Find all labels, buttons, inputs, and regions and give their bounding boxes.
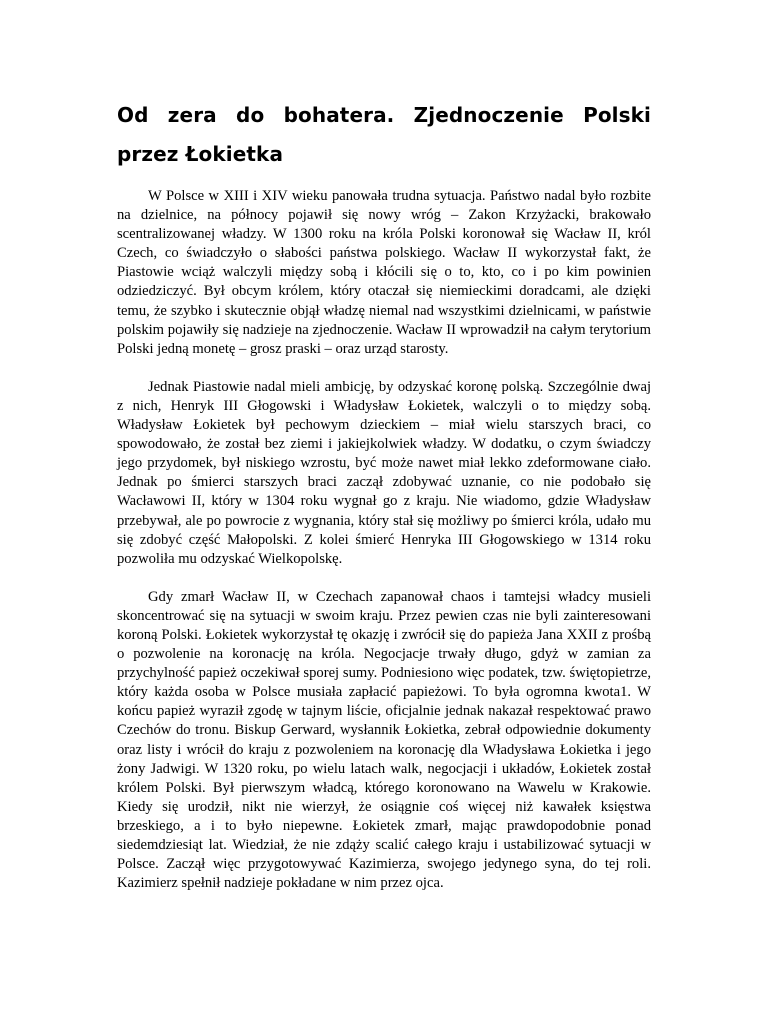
paragraph-1: W Polsce w XIII i XIV wieku panowała trudna sytuacja. Państwo nadal było rozbite na dzielnice, na północy pojawił się nowy wróg – Zakon Krzyżacki, brakowało scentralizowanej władzy. W 1300 roku na króla Polski koronował się Wacław II, król Czech, co świadczyło o słabości państwa polskiego. Wacław II wykorzystał fakt, że Piastowie wciąż walczyli między sobą i kłócili się o to, kto, co i po kim powinien odziedziczyć. Był obcym królem, który otaczał się niemieckimi doradcami, ale dzięki temu, że szybko i skutecznie objął władzę niemal nad wszystkimi dzielnicami, w państwie polskim pojawiły się nadzieje na zjednoczenie. Wacław II wprowadził na całym terytorium Polski jedną monetę – grosz praski – oraz urząd starosty. [117,188,651,357]
document-title: Od zera do bohatera. Zjednoczenie Polski przez Łokietka [117,103,651,166]
paragraph-2: Jednak Piastowie nadal mieli ambicję, by odzyskać koronę polską. Szczególnie dwaj z nich, Henryk III Głogowski i Władysław Łokietek, walczyli o to między sobą. Władysław Łokietek był pechowym dzieckiem – miał wielu starszych braci, co spowodowało, że został bez ziemi i jakiejkolwiek władzy. W dodatku, o czym świadczy jego przydomek, był niskiego wzrostu, być może nawet miał lekko zdeformowane ciało. Jednak po śmierci starszych braci zaczął zdobywać uznanie, co nie podobało się Wacławowi II, który w 1304 roku wygnał go z kraju. Nie wiadomo, gdzie Władysław przebywał, ale po powrocie z wygnania, który stał się możliwy po śmierci króla, udało mu się zdobyć część Małopolski. Z kolei śmierć Henryka III Głogowskiego w 1314 roku pozwoliła mu odzyskać Wielkopolskę. [117,378,651,567]
document-page [117,96,651,912]
paragraph-3: Gdy zmarł Wacław II, w Czechach zapanował chaos i tamtejsi władcy musieli skoncentrować się na sytuacji w swoim kraju. Przez pewien czas nie byli zainteresowani koroną Polski. Łokietek wykorzystał tę okazję i zwrócił się do papieża Jana XXII z prośbą o pozwolenie na koronację na króla. Negocjacje trwały długo, gdyż w zamian za przychylność papież oczekiwał sporej sumy. Podniesiono więc podatek, tzw. świętopietrze, który każda osoba w Polsce musiała zapłacić papieżowi. To była ogromna kwota1. W końcu papież wyraził zgodę w tajnym liście, oficjalnie jednak nakazał respektować prawo Czechów do tronu. Biskup Gerward, wysłannik Łokietka, zebrał odpowiednie dokumenty oraz listy i wrócił do kraju z pozwoleniem na koronację dla Władysława Łokietka i jego żony Jadwigi. W 1320 roku, po wielu latach walk, negocjacji i układów, Łokietek został królem Polski. Był pierwszym władcą, którego koronowano na Wawelu w Krakowie. Kiedy się urodził, nikt nie wierzył, że osiągnie coś więcej niż kawałek księstwa brzeskiego, a i to było niepewne. Łokietek zmarł, mając prawdopodobnie ponad siedemdziesiąt lat. Wiedział, że nie zdąży scalić całego kraju i ustabilizować sytuacji w Polsce. Zaczął więc przygotowywać Kazimierza, swojego jedynego syna, do tej roli. Kazimierz spełnił nadzieje pokładane w nim przez ojca. [117,588,651,892]
